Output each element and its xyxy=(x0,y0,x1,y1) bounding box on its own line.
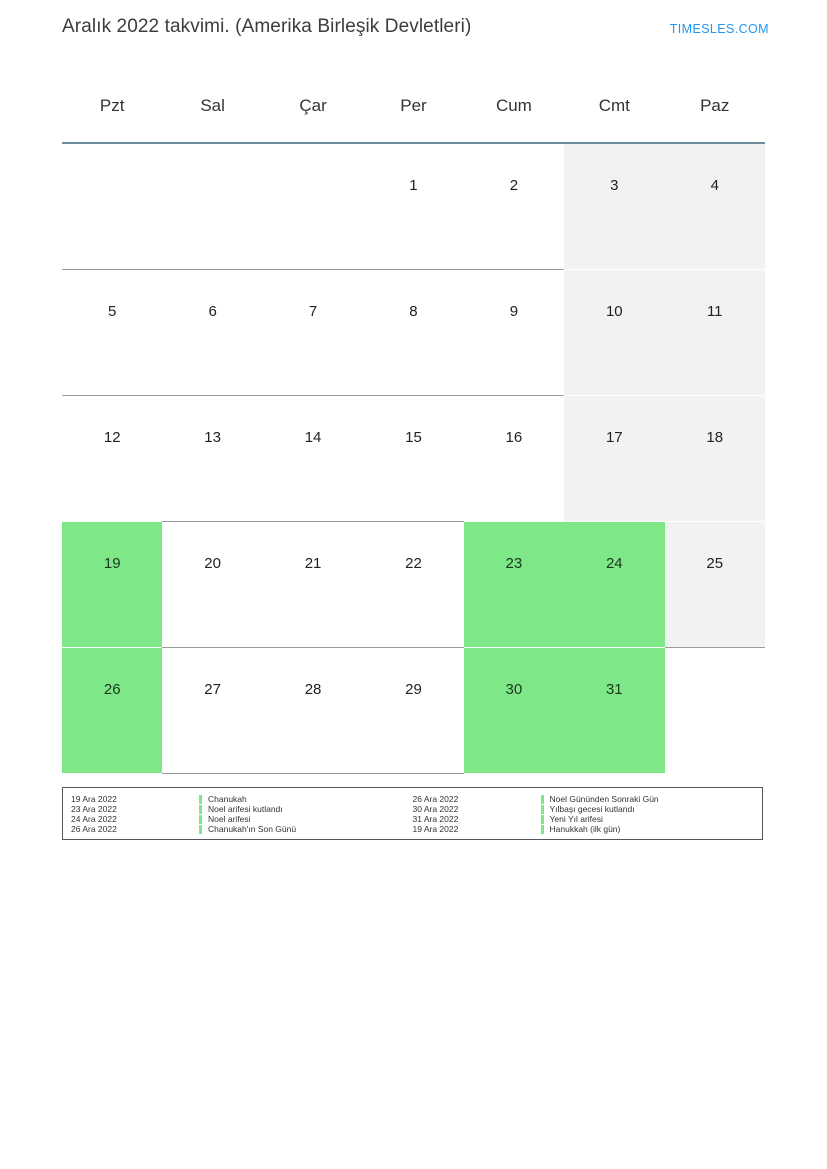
calendar-day-cell xyxy=(464,648,564,773)
calendar-day-cell xyxy=(263,522,363,647)
legend-column-right xyxy=(413,794,755,833)
day-number: 24 xyxy=(605,555,623,572)
weekday-mon: Pzt xyxy=(99,96,125,115)
legend-item xyxy=(413,804,755,814)
day-number: 25 xyxy=(706,555,724,572)
holiday-swatch-icon xyxy=(199,825,202,834)
day-number: 26 xyxy=(103,681,121,698)
calendar-day-cell xyxy=(363,270,463,395)
calendar-day-cell xyxy=(363,396,463,521)
legend-date: 31 Ara 2022 xyxy=(412,814,459,824)
holiday-swatch-icon xyxy=(199,795,202,804)
day-number: 9 xyxy=(509,303,519,320)
weekday-thu: Per xyxy=(400,96,427,115)
weekday-sat: Cmt xyxy=(598,96,630,115)
calendar-day-cell xyxy=(62,396,162,521)
day-number: 13 xyxy=(204,429,221,446)
day-number: 14 xyxy=(304,429,322,446)
day-number: 11 xyxy=(706,303,723,320)
calendar-grid xyxy=(62,82,765,774)
day-number: 20 xyxy=(204,555,221,572)
page-title: Aralık 2022 takvimi. (Amerika Birleşik Devletleri) xyxy=(62,16,472,37)
calendar-day-cell xyxy=(564,144,664,269)
legend-label: Hanukkah (ilk gün) xyxy=(549,824,621,834)
week-separator xyxy=(62,773,765,774)
holiday-swatch-icon xyxy=(541,825,544,834)
weekday-wed: Çar xyxy=(299,96,327,115)
calendar-day-cell xyxy=(62,270,162,395)
day-number: 1 xyxy=(409,177,418,194)
calendar-day-cell xyxy=(464,522,564,647)
calendar-week-row xyxy=(62,648,765,773)
calendar-day-cell xyxy=(162,144,262,269)
holiday-swatch-icon xyxy=(199,805,202,814)
legend-item xyxy=(413,824,755,834)
brand-link[interactable]: TIMESLES.COM xyxy=(669,22,769,36)
day-number: 6 xyxy=(208,303,217,320)
calendar-day-cell xyxy=(162,270,262,395)
weekday-header-row xyxy=(62,82,765,130)
legend-item xyxy=(71,824,413,834)
calendar-day-cell xyxy=(263,648,363,773)
day-number: 15 xyxy=(405,429,422,446)
day-number: 28 xyxy=(304,681,322,698)
day-number: 5 xyxy=(108,303,117,320)
legend-item xyxy=(413,814,755,824)
calendar-day-cell xyxy=(665,270,765,395)
legend-date: 26 Ara 2022 xyxy=(412,794,459,804)
holiday-legend xyxy=(62,787,763,840)
calendar-day-cell xyxy=(62,144,162,269)
calendar-week-row xyxy=(62,522,765,647)
calendar-day-cell xyxy=(665,522,765,647)
holiday-swatch-icon xyxy=(541,795,544,804)
day-number: 16 xyxy=(505,429,523,446)
legend-label: Noel arifesi kutlandı xyxy=(208,804,283,814)
day-number: 30 xyxy=(505,681,523,698)
legend-item xyxy=(71,804,413,814)
holiday-swatch-icon xyxy=(199,815,202,824)
calendar-day-cell xyxy=(665,648,765,773)
calendar-day-cell xyxy=(162,522,262,647)
legend-date: 24 Ara 2022 xyxy=(71,814,117,824)
calendar-day-cell xyxy=(263,396,363,521)
calendar-day-cell xyxy=(665,396,765,521)
legend-label: Chanukah xyxy=(208,794,247,804)
calendar-day-cell xyxy=(363,648,463,773)
calendar-day-cell xyxy=(564,270,664,395)
calendar-day-cell xyxy=(665,144,765,269)
legend-date: 23 Ara 2022 xyxy=(71,804,117,814)
day-number: 22 xyxy=(405,555,422,572)
holiday-swatch-icon xyxy=(541,815,544,824)
day-number: 2 xyxy=(509,177,519,194)
legend-date: 30 Ara 2022 xyxy=(412,804,459,814)
calendar-day-cell xyxy=(564,522,664,647)
legend-item xyxy=(71,794,413,804)
legend-column-left xyxy=(71,794,413,833)
day-number: 27 xyxy=(204,681,221,698)
day-number: 18 xyxy=(706,429,724,446)
legend-item xyxy=(413,794,755,804)
legend-date: 26 Ara 2022 xyxy=(71,824,117,834)
legend-date: 19 Ara 2022 xyxy=(412,824,459,834)
weekday-sun: Paz xyxy=(700,96,730,115)
page-header xyxy=(0,16,827,50)
calendar-day-cell xyxy=(263,270,363,395)
calendar-day-cell xyxy=(464,396,564,521)
day-number: 3 xyxy=(610,177,619,194)
calendar-day-cell xyxy=(162,648,262,773)
day-number: 19 xyxy=(103,555,121,572)
legend-label: Yılbaşı gecesi kutlandı xyxy=(549,804,635,814)
holiday-swatch-icon xyxy=(541,805,544,814)
day-number: 7 xyxy=(308,303,318,320)
day-number: 17 xyxy=(605,429,623,446)
calendar-day-cell xyxy=(363,522,463,647)
weekday-fri: Cum xyxy=(495,96,532,115)
legend-label: Yeni Yıl arifesi xyxy=(549,814,603,824)
day-number: 31 xyxy=(605,681,623,698)
calendar-day-cell xyxy=(363,144,463,269)
calendar-day-cell xyxy=(62,648,162,773)
day-number: 10 xyxy=(605,303,623,320)
day-number: 21 xyxy=(304,555,322,572)
legend-label: Noel Gününden Sonraki Gün xyxy=(549,794,659,804)
legend-label: Noel arifesi xyxy=(208,814,251,824)
calendar-day-cell xyxy=(464,270,564,395)
day-number: 12 xyxy=(103,429,121,446)
weekday-tue: Sal xyxy=(200,96,225,115)
calendar-week-row xyxy=(62,396,765,521)
calendar-day-cell xyxy=(62,522,162,647)
calendar-week-row xyxy=(62,270,765,395)
legend-label: Chanukah'ın Son Günü xyxy=(208,824,297,834)
day-number: 8 xyxy=(409,303,418,320)
legend-date: 19 Ara 2022 xyxy=(71,794,117,804)
calendar-day-cell xyxy=(564,648,664,773)
calendar-day-cell xyxy=(162,396,262,521)
calendar-week-row xyxy=(62,144,765,269)
calendar-day-cell xyxy=(464,144,564,269)
day-number: 29 xyxy=(405,681,422,698)
calendar-day-cell xyxy=(564,396,664,521)
day-number: 23 xyxy=(505,555,523,572)
day-number: 4 xyxy=(710,177,719,194)
legend-item xyxy=(71,814,413,824)
calendar-day-cell xyxy=(263,144,363,269)
